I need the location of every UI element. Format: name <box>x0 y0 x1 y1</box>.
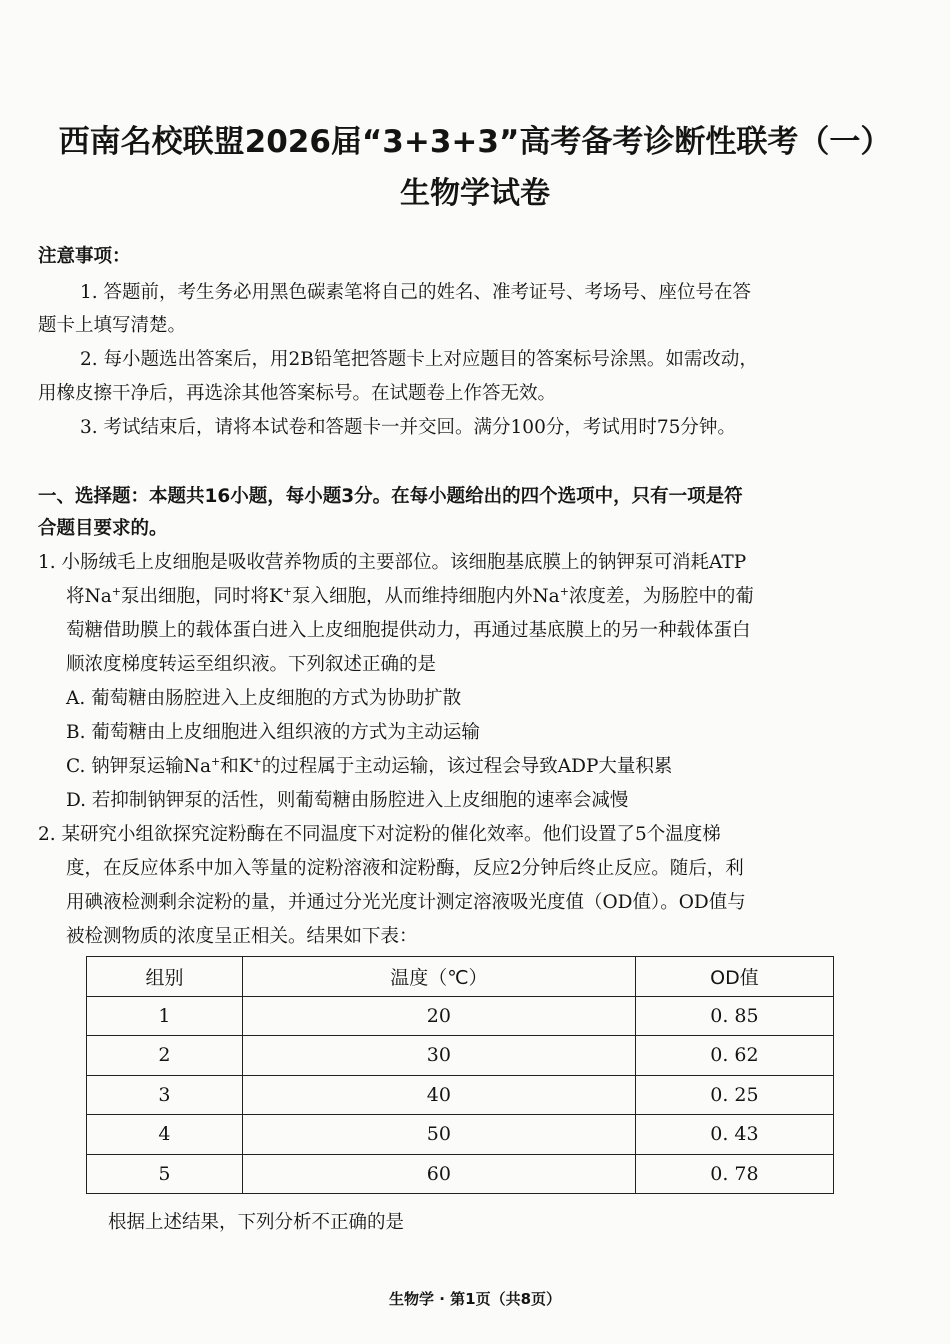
cell-od-value: 0. 85 <box>635 996 833 1036</box>
question-1-line-4: 顺浓度梯度转运至组织液。下列叙述正确的是 <box>66 654 437 675</box>
table-row <box>87 1154 834 1194</box>
question-2-line-3: 用碘液检测剩余淀粉的量，并通过分光光度计测定溶液吸光度值（OD值）。OD值与 <box>66 892 746 913</box>
cell-od-value: 0. 25 <box>635 1075 833 1115</box>
text-span: 泵出细胞，同时将K <box>120 586 283 607</box>
table-header-row <box>87 957 834 997</box>
question-2-line-4: 被检测物质的浓度呈正相关。结果如下表： <box>66 926 418 947</box>
notice-item-2: 2. 每小题选出答案后，用2B铅笔把答题卡上对应题目的答案标号涂黑。如需改动， <box>80 349 758 370</box>
text-span: 浓度差，为肠腔中的葡 <box>568 586 754 607</box>
exam-title: 西南名校联盟2026届“3+3+3”高考备考诊断性联考（一） <box>58 124 892 160</box>
table-row <box>87 996 834 1036</box>
question-1-option-b: B. 葡萄糖由上皮细胞进入组织液的方式为主动运输 <box>66 722 480 743</box>
superscript: + <box>282 584 292 598</box>
table-row <box>87 1075 834 1115</box>
superscript: + <box>111 584 121 598</box>
text-span: C. 钠钾泵运输Na <box>66 756 211 777</box>
notice-item-2-cont: 用橡皮擦干净后，再选涂其他答案标号。在试题卷上作答无效。 <box>38 383 557 404</box>
superscript: + <box>559 584 569 598</box>
cell-od-value: 0. 78 <box>635 1154 833 1194</box>
cell-group: 4 <box>87 1115 243 1155</box>
cell-group: 5 <box>87 1154 243 1194</box>
text-span: 和K <box>220 756 253 777</box>
notice-item-3: 3. 考试结束后，请将本试卷和答题卡一并交回。满分100分，考试用时75分钟。 <box>80 417 736 438</box>
text-span: 将Na <box>66 586 112 607</box>
cell-group: 3 <box>87 1075 243 1115</box>
cell-temperature: 50 <box>242 1115 635 1155</box>
notice-item-1: 1. 答题前，考生务必用黑色碳素笔将自己的姓名、准考证号、考场号、座位号在答 <box>80 282 752 303</box>
section-heading-cont: 合题目要求的。 <box>38 518 168 539</box>
exam-subject-title: 生物学试卷 <box>400 176 550 211</box>
question-1-line-2 <box>66 584 754 610</box>
question-1-option-d: D. 若抑制钠钾泵的活性，则葡萄糖由肠腔进入上皮细胞的速率会减慢 <box>66 790 629 811</box>
question-1-line-3: 萄糖借助膜上的载体蛋白进入上皮细胞提供动力，再通过基底膜上的另一种载体蛋白 <box>66 620 751 641</box>
header-temperature: 温度（℃） <box>242 957 635 997</box>
text-span: 的过程属于主动运输，该过程会导致ADP大量积累 <box>261 756 673 777</box>
text-span: 泵入细胞，从而维持细胞内外Na <box>291 586 560 607</box>
cell-temperature: 40 <box>242 1075 635 1115</box>
notice-heading: 注意事项： <box>38 246 131 267</box>
cell-od-value: 0. 43 <box>635 1115 833 1155</box>
page-footer: 生物学 · 第1页（共8页） <box>388 1290 562 1308</box>
question-1-option-a: A. 葡萄糖由肠腔进入上皮细胞的方式为协助扩散 <box>66 688 462 709</box>
cell-group: 1 <box>87 996 243 1036</box>
cell-group: 2 <box>87 1036 243 1076</box>
cell-temperature: 60 <box>242 1154 635 1194</box>
header-group: 组别 <box>87 957 243 997</box>
question-1-option-c <box>66 754 672 780</box>
superscript: + <box>252 754 262 768</box>
table-row <box>87 1036 834 1076</box>
question-2-prompt: 根据上述结果，下列分析不正确的是 <box>108 1212 405 1233</box>
section-heading: 一、选择题：本题共16小题，每小题3分。在每小题给出的四个选项中，只有一项是符 <box>38 486 743 507</box>
cell-temperature: 30 <box>242 1036 635 1076</box>
cell-od-value: 0. 62 <box>635 1036 833 1076</box>
table-row <box>87 1115 834 1155</box>
question-2-line-2: 度，在反应体系中加入等量的淀粉溶液和淀粉酶，反应2分钟后终止反应。随后，利 <box>66 858 744 879</box>
header-od-value: OD值 <box>635 957 833 997</box>
notice-item-1-cont: 题卡上填写清楚。 <box>38 315 187 336</box>
question-1-line-1: 1. 小肠绒毛上皮细胞是吸收营养物质的主要部位。该细胞基底膜上的钠钾泵可消耗ATP <box>38 552 747 573</box>
superscript: + <box>210 754 221 768</box>
question-2-line-1: 2. 某研究小组欲探究淀粉酶在不同温度下对淀粉的催化效率。他们设置了5个温度梯 <box>38 824 721 845</box>
od-results-table <box>86 956 834 1194</box>
cell-temperature: 20 <box>242 996 635 1036</box>
